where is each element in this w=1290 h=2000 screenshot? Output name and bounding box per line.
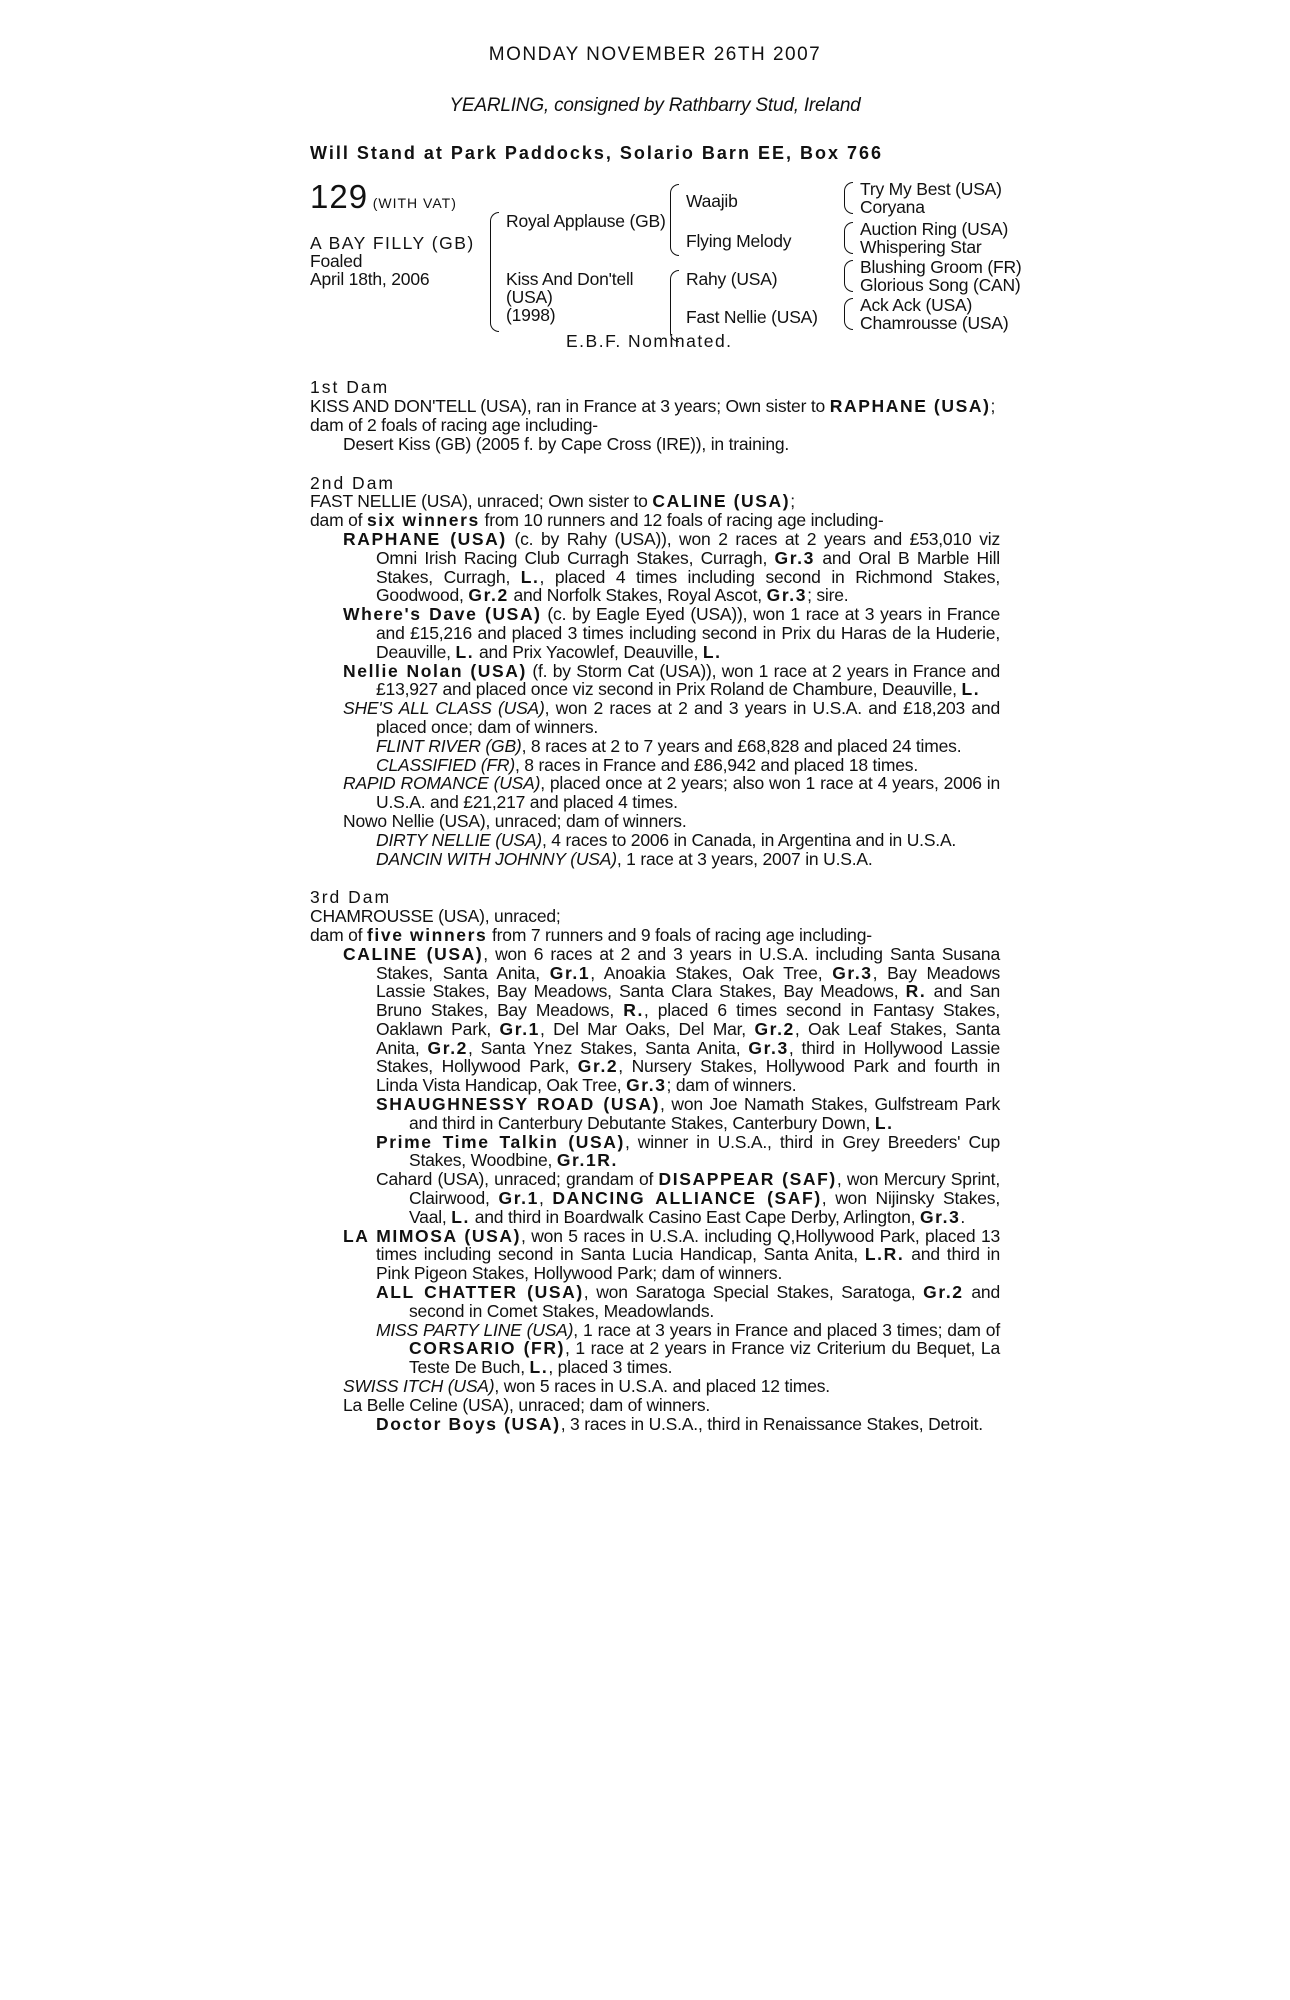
entry-shes-all-class: SHE'S ALL CLASS (USA), won 2 races at 2 and 3 years in U.S.A. and £18,203 and placed once; dam of winners.: [343, 698, 1000, 737]
foaled-label: Foaled: [310, 251, 363, 272]
entry-raphane: RAPHANE (USA) (c. by Rahy (USA)), won 2 races at 2 years and £53,010 viz Omni Irish Racing Club Curragh Stakes, Curragh, Gr.3 and Oral B Marble Hill Stakes, Curragh, L., placed 4 times including second in Richmond Stakes, Goodwood, Gr.2 and Norfolk Stakes, Royal Ascot, Gr.3; sire.: [343, 528, 1001, 606]
brace-gg4: [844, 298, 853, 330]
sire: Royal Applause (GB): [506, 211, 666, 232]
brace-gg1: [844, 182, 853, 214]
dam-dam: Fast Nellie (USA): [686, 307, 818, 328]
brace-gg2: [844, 222, 853, 254]
dam-line2: (USA): [506, 287, 553, 308]
entry-all-chatter: ALL CHATTER (USA), won Saratoga Special Stakes, Saratoga, Gr.2 and second in Comet Stakes, Meadowlands.: [376, 1282, 1000, 1321]
foaled-date: April 18th, 2006: [310, 269, 430, 290]
entry-la-belle-celine: La Belle Celine (USA), unraced; dam of winners.: [343, 1394, 711, 1415]
gg-1: Coryana: [860, 197, 925, 218]
entry-flint-river: FLINT RIVER (GB), 8 races at 2 to 7 years and £68,828 and placed 24 times.: [376, 735, 962, 756]
lot-description: A BAY FILLY (GB): [310, 233, 475, 254]
entry-doctor-boys: Doctor Boys (USA), 3 races in U.S.A., third in Renaissance Stakes, Detroit.: [376, 1413, 983, 1434]
sale-date: MONDAY NOVEMBER 26TH 2007: [488, 44, 822, 65]
brace-sire-line: [670, 184, 679, 256]
stand-location: Will Stand at Park Paddocks, Solario Barn EE, Box 766: [310, 142, 883, 163]
third-dam-section: [310, 888, 1000, 1433]
gg-0: Try My Best (USA): [860, 179, 1002, 200]
first-dam-section: [310, 378, 1000, 453]
second-dam-line1: FAST NELLIE (USA), unraced; Own sister to CALINE (USA);: [310, 491, 795, 512]
entry-rapid-romance: RAPID ROMANCE (USA), placed once at 2 years; also won 1 race at 4 years, 2006 in U.S.A. and £21,217 and placed 4 times.: [343, 773, 1000, 813]
first-dam-line1: KISS AND DON'TELL (USA), ran in France at 3 years; Own sister to RAPHANE (USA);: [310, 396, 996, 417]
brace-sire-dam: [490, 212, 499, 332]
gg-3: Whispering Star: [860, 237, 982, 258]
entry-nellie-nolan: Nellie Nolan (USA) (f. by Storm Cat (USA)), won 1 race at 2 years in France and £13,927 and placed once viz second in Prix Roland de Chambure, Deauville, L.: [343, 660, 1000, 700]
consignment-line: YEARLING, consigned by Rathbarry Stud, Ireland: [449, 94, 861, 116]
entry-swiss-itch: SWISS ITCH (USA), won 5 races in U.S.A. and placed 12 times.: [343, 1376, 830, 1397]
second-dam-line2: dam of six winners from 10 runners and 12 foals of racing age including-: [310, 510, 884, 531]
second-dam-heading: 2nd Dam: [310, 472, 396, 493]
gg-4: Blushing Groom (FR): [860, 257, 1022, 278]
dam-sire: Rahy (USA): [686, 269, 778, 290]
gg-6: Ack Ack (USA): [860, 295, 973, 316]
entry-nowo-nellie: Nowo Nellie (USA), unraced; dam of winners.: [343, 810, 687, 831]
third-dam-heading: 3rd Dam: [310, 887, 392, 908]
entry-la-mimosa: LA MIMOSA (USA), won 5 races in U.S.A. including Q,Hollywood Park, placed 13 times including second in Santa Lucia Handicap, Santa Anita, L.R. and third in Pink Pigeon Stakes, Hollywood Park; dam of winners.: [343, 1225, 1001, 1284]
sire-dam: Flying Melody: [686, 231, 792, 252]
gg-2: Auction Ring (USA): [860, 219, 1009, 240]
entry-shaughnessy-road: SHAUGHNESSY ROAD (USA), won Joe Namath Stakes, Gulfstream Park and third in Canterbury Debutante Stakes, Canterbury Down, L.: [376, 1094, 1000, 1133]
second-dam-section: [310, 474, 1000, 869]
entry-wheres-dave: Where's Dave (USA) (c. by Eagle Eyed (USA)), won 1 race at 3 years in France and £15,216 and placed 3 times including second in Prix du Haras de la Huderie, Deauville, L. and Prix Yacowlef, Deauville, L.: [343, 604, 1001, 662]
gg-5: Glorious Song (CAN): [860, 275, 1021, 296]
lot-number: 129 (WITH VAT): [310, 178, 457, 216]
entry-classified: CLASSIFIED (FR), 8 races in France and £86,942 and placed 18 times.: [376, 754, 919, 775]
third-dam-line2: dam of five winners from 7 runners and 9 foals of racing age including-: [310, 924, 872, 945]
pedigree-block: [310, 178, 1022, 362]
entry-prime-time-talkin: Prime Time Talkin (USA), winner in U.S.A., third in Grey Breeders' Cup Stakes, Woodbine, Gr.1R.: [376, 1131, 1000, 1171]
entry-caline: CALINE (USA), won 6 races at 2 and 3 years in U.S.A. including Santa Susana Stakes, Santa Anita, Gr.1, Anoakia Stakes, Oak Tree, Gr.3, Bay Meadows Lassie Stakes, Bay Meadows, Santa Clara Stakes, Bay Meadows, R. and San Bruno Stakes, Bay Meadows, R., placed 6 times second in Fantasy Stakes, Oaklawn Park, Gr.1, Del Mar Oaks, Del Mar, Gr.2, Oak Leaf Stakes, Santa Anita, Gr.2, Santa Ynez Stakes, Santa Anita, Gr.3, third in Hollywood Lassie Stakes, Hollywood Park, Gr.2, Nursery Stakes, Hollywood Park and fourth in Linda Vista Handicap, Oak Tree, Gr.3; dam of winners.: [343, 943, 1000, 1096]
third-dam-line1: CHAMROUSSE (USA), unraced;: [310, 906, 561, 927]
catalogue-page: [310, 44, 1022, 1434]
dam-line3: (1998): [506, 305, 556, 326]
gg-7: Chamrousse (USA): [860, 313, 1009, 334]
entry-dirty-nellie: DIRTY NELLIE (USA), 4 races to 2006 in Canada, in Argentina and in U.S.A.: [376, 829, 957, 850]
first-dam-foal: Desert Kiss (GB) (2005 f. by Cape Cross (IRE)), in training.: [343, 433, 790, 454]
entry-cahard: Cahard (USA), unraced; grandam of DISAPPEAR (SAF), won Mercury Sprint, Clairwood, Gr.1, DANCING ALLIANCE (SAF), won Nijinsky Stakes, Vaal, L. and third in Boardwalk Casino East Cape Derby, Arlington, Gr.3.: [376, 1169, 1000, 1227]
ebf-nominated: E.B.F. Nominated.: [566, 331, 733, 352]
dam-line1: Kiss And Don'tell: [506, 269, 634, 290]
brace-gg3: [844, 260, 853, 292]
sire-sire: Waajib: [686, 191, 738, 212]
first-dam-line2: dam of 2 foals of racing age including-: [310, 414, 598, 435]
vat-note: (WITH VAT): [372, 195, 457, 212]
first-dam-heading: 1st Dam: [310, 377, 390, 398]
entry-dancin-with-johnny: DANCIN WITH JOHNNY (USA), 1 race at 3 years, 2007 in U.S.A.: [376, 848, 873, 869]
entry-miss-party-line: MISS PARTY LINE (USA), 1 race at 3 years in France and placed 3 times; dam of CORSARIO (FR), 1 race at 2 years in France viz Criterium du Bequet, La Teste De Buch, L., placed 3 times.: [376, 1319, 1000, 1378]
